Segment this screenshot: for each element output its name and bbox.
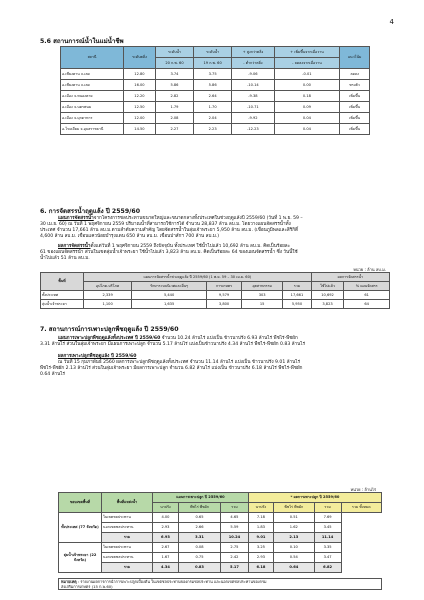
- col-above-bank: + สูงกว่าตลิ่ง: [232, 47, 274, 58]
- text-line: จำนวน 10.24 ล้านไร่ แบ่งเป็น ข้าวนาปรัง 6.93 ล้านไร่ พืชไร่-พืชผัก: [161, 336, 298, 341]
- col-result-total: รวม: [314, 503, 341, 513]
- text-line: 3.31 ล้านไร่ ส่วนในลุ่มเจ้าพระยา มีแผนการเพาะปลูก จำนวน 5.17 ล้านไร่ แบ่งเป็นข้าวนาปรัง 4.34 ล้านไร่ พืชไร่-พืชผัก 0.83 ล้านไร่: [40, 342, 306, 347]
- col-used: ใช้ไปแล้ว: [311, 282, 344, 291]
- cell: 5.86: [155, 80, 193, 91]
- cell: 2.04: [194, 113, 232, 124]
- cell: 0.04: [274, 124, 340, 135]
- cell: 0.51: [273, 513, 314, 523]
- section-6-plan-paragraph: [40, 216, 390, 240]
- cell: 0.75: [178, 553, 220, 563]
- section-6-title: 6. การจัดสรรน้ำฤดูแล้ง ปี 2559/60: [40, 208, 141, 215]
- cell: 10,692: [311, 291, 344, 300]
- cell: 9,579: [207, 291, 242, 300]
- sub-decrease: - ลดลงจากเมื่อวาน: [274, 58, 340, 69]
- water-allocation-table: [40, 272, 390, 309]
- cell: 0.83: [178, 563, 220, 573]
- section-7-title: 7. สถานการณ์การเพาะปลูกพืชฤดูแล้ง ปี 2559/60: [40, 326, 179, 333]
- table-row: [61, 113, 370, 124]
- section-7-plan-paragraph: [40, 336, 390, 348]
- cell: 2.27: [155, 124, 193, 135]
- col-industry: อุตสาหกรรม: [242, 282, 283, 291]
- cell: 16.00: [124, 80, 156, 91]
- table-row: [61, 80, 370, 91]
- group-plan: แผนการจัดสรรน้ำช่วงฤดูแล้ง ปี 2559/60 (1 พ.ย. 59 – 30 เม.ย. 60): [84, 273, 312, 282]
- cell: ในเขตชลประทาน: [102, 513, 153, 523]
- cell: เพิ่มขึ้น: [340, 91, 370, 102]
- cell: เพิ่มขึ้น: [340, 124, 370, 135]
- text-line: 61 ของแผนจัดสรรน้ำ ส่วนในเขตลุ่มน้ำเจ้าพระยา ใช้น้ำไปแล้ว 3,823 ล้าน ลบ.ม. คิดเป็นร้อยละ 64 ของแผนจัดสรรน้ำ ซึ่ง วันนี้ใช้: [40, 250, 298, 255]
- table-row-total: [59, 533, 382, 543]
- table-row: [59, 553, 382, 563]
- cell: -10.71: [232, 102, 274, 113]
- cell: 5.17: [221, 563, 249, 573]
- cell: รวม: [102, 533, 153, 543]
- cell: 9.01: [248, 533, 273, 543]
- river-level-table: [60, 46, 370, 135]
- table-row: [59, 523, 382, 533]
- cell: อ.เมือง จ.มุกดาหาร: [61, 113, 124, 124]
- area-chao-phraya: ลุ่มน้ำเจ้าพระยา (22 จังหวัด): [59, 543, 102, 573]
- plan-label: แผนการจัดสรรน้ำ: [58, 216, 94, 221]
- table-row: [59, 543, 382, 553]
- cell: 1.70: [194, 102, 232, 113]
- cell: 0.65: [178, 513, 220, 523]
- col-bank: ระดับตลิ่ง: [124, 47, 156, 69]
- table-row: [41, 291, 390, 300]
- text-line: ตั้งแต่วันที่ 1 พฤศจิกายน 2559 ถึงปัจจุบัน ทั้งประเทศ ใช้น้ำไปแล้ว 10,692 ล้าน ลบ.ม. คิดเป็นร้อยละ: [90, 244, 291, 249]
- col-water-source: พื้นที่แหล่งน้ำ: [102, 493, 153, 513]
- col-trend: แนวโน้ม: [340, 47, 370, 69]
- cell: 12.20: [124, 91, 156, 102]
- cell: 5,440: [132, 291, 207, 300]
- table-row: [59, 513, 382, 523]
- note-label: หมายเหตุ: [61, 579, 77, 584]
- text-line: ณ วันที่ 15 กุมภาพันธ์ 2560 ผลการเพาะปลูกพืชฤดูแล้งทั้งประเทศ จำนวน 11.14 ล้านไร่ แบ่งเป็น ข้าวนาปรัง 9.01 ล้านไร่: [58, 360, 301, 365]
- col-change: + เพิ่มขึ้นจากเมื่อวาน: [274, 47, 340, 58]
- note-text: : รายงานผลการการนำการเพาะปลูกเบื้องต้น ในเขตชลประทานของกรมชลประทาน และนอกเขตชลประทานของกรม: [76, 579, 267, 584]
- col-station: สถานี: [61, 47, 124, 69]
- cell: 2.93: [153, 523, 179, 533]
- cell: 0.09: [274, 102, 340, 113]
- cell: 7.18: [248, 513, 273, 523]
- cell: 17,661: [283, 291, 312, 300]
- cell: 12.00: [124, 113, 156, 124]
- cell: 4.00: [153, 513, 179, 523]
- table-row: [61, 102, 370, 113]
- cell: ในเขตชลประทาน: [102, 543, 153, 553]
- cell: 6.18: [248, 563, 273, 573]
- table-row: [41, 300, 390, 309]
- cell: 11.14: [314, 533, 341, 543]
- cell: นอกเขตชลประทาน: [102, 553, 153, 563]
- cell: 12.80: [124, 69, 156, 80]
- section-6-result-paragraph: [40, 244, 390, 262]
- cell: 64: [344, 300, 390, 309]
- cell: 3.25: [248, 543, 273, 553]
- col-area-scope: ขอบเขตพื้นที่: [59, 493, 102, 513]
- text-line: พืชไร่-พืชผัก 2.13 ล้านไร่ ส่วนในลุ่มเจ้าพระยา มีผลการเพาะปลูก จำนวน 6.82 ล้านไร่ แบ่งเป็น ข้าวนาปรัง 6.18 ล้านไร่ พืชไร่-พืชผัก: [40, 366, 303, 371]
- col-area: พื้นที่: [41, 273, 84, 291]
- cell: 1.67: [153, 553, 179, 563]
- text-line: จากโครงการชลประทานขนาดใหญ่และขนาดกลางทั้งประเทศในช่วงฤดูแล้งปี 2559/60 (วันที่ 1 พ.ย. 59 –: [93, 216, 303, 221]
- result-label: ผลการจัดสรรน้ำ: [58, 244, 91, 249]
- table-row: [61, 91, 370, 102]
- cell: 2.64: [194, 91, 232, 102]
- cell: เพิ่มขึ้น: [340, 102, 370, 113]
- cell: 0.18: [274, 91, 340, 102]
- cell: -9.92: [232, 113, 274, 124]
- cell: 6.93: [153, 533, 179, 543]
- cell: -9.38: [232, 91, 274, 102]
- sub-date-today: 20 ก.พ. 60: [155, 58, 193, 69]
- cell: อ.เชียงคาน จ.เลย: [61, 69, 124, 80]
- cell: 0.04: [274, 113, 340, 124]
- cell: 10.24: [221, 533, 249, 543]
- table-row-total: [59, 563, 382, 573]
- cell: 0.64: [273, 563, 314, 573]
- section-7-result-paragraph: [40, 354, 390, 378]
- cell: 2.75: [221, 543, 249, 553]
- cell: ลดลง: [340, 69, 370, 80]
- cell: อ.โขงเจียม จ.อุบลราชธานี: [61, 124, 124, 135]
- cell: เพิ่มขึ้น: [340, 113, 370, 124]
- cell: 3.47: [314, 553, 341, 563]
- col-consumption: อุปโภค-บริโภค: [84, 282, 132, 291]
- cell: 2,339: [84, 291, 132, 300]
- cell: 3.31: [178, 533, 220, 543]
- cell: อ.เมือง จ.หนองคาย: [61, 91, 124, 102]
- cell: 3.74: [155, 69, 193, 80]
- cell: -9.06: [232, 69, 274, 80]
- cell: 2.23: [194, 124, 232, 135]
- cell: 2.93: [248, 553, 273, 563]
- cell: 2.66: [178, 523, 220, 533]
- cell: 0.08: [178, 543, 220, 553]
- cell: 14.50: [124, 124, 156, 135]
- cell: ทั้งประเทศ: [41, 291, 84, 300]
- cell: 3.75: [194, 69, 232, 80]
- cell: อ.เชียงคาน จ.เลย: [61, 80, 124, 91]
- note-text: ส่งเสริมการเกษตร (15 ก.พ.60): [61, 584, 113, 589]
- sub-below-bank: - ต่ำกว่าตลิ่ง: [232, 58, 274, 69]
- crop-plan-label: แผนการเพาะปลูกพืชฤดูแล้งทั้งประเทศ ปี 2559/60: [58, 336, 161, 341]
- cell: 5.86: [194, 80, 232, 91]
- text-line: น้ำไปแล้ว 51 ล้าน ลบ.ม.: [40, 256, 90, 261]
- cell: 3.35: [314, 543, 341, 553]
- col-plan-total: รวม: [221, 503, 249, 513]
- group-result: ผลการจัดสรรน้ำ: [311, 273, 389, 282]
- col-percent: % แผนจัดสรร: [344, 282, 390, 291]
- footnote: [58, 578, 382, 590]
- col-agriculture: การเกษตร: [207, 282, 242, 291]
- cell: 61: [344, 291, 390, 300]
- cell: 1.83: [248, 523, 273, 533]
- table-row: [61, 69, 370, 80]
- cell: 12.50: [124, 102, 156, 113]
- group-crop-result: * ผลการเพาะปลูก ปี 2559/60: [248, 493, 381, 503]
- cell: 2.67: [153, 543, 179, 553]
- cell: 3,800: [207, 300, 242, 309]
- section-5-6-title: 5.6 สถานการณ์น้ำในแม่น้ำชีพ: [40, 38, 124, 45]
- cell: 7.69: [314, 513, 341, 523]
- crop-result-label: ผลการเพาะปลูกพืชฤดูแล้ง ปี 2559/60: [58, 354, 137, 359]
- cell: 1.79: [155, 102, 193, 113]
- table-row: [61, 124, 370, 135]
- cell: อ.เมือง จ.นครพนม: [61, 102, 124, 113]
- cell: 0.54: [273, 553, 314, 563]
- col-ecology: รักษาระบบนิเวศและอื่นๆ: [132, 282, 207, 291]
- cell: 2.82: [155, 91, 193, 102]
- col-level-yesterday: ระดับน้ำ: [194, 47, 232, 58]
- group-crop-plan: แผนการเพาะปลูก ปี 2559/60: [153, 493, 249, 503]
- cell: 303: [242, 291, 283, 300]
- cell: ลุ่มน้ำเจ้าพระยา: [41, 300, 84, 309]
- cell: -10.14: [232, 80, 274, 91]
- cell: 15: [242, 300, 283, 309]
- crop-cultivation-table: [58, 492, 382, 573]
- col-field-crop: พืชไร่ พืชผัก: [178, 503, 220, 513]
- col-result-field-crop: พืชไร่ พืชผัก: [273, 503, 314, 513]
- text-line: ประเทศ จำนวน 17,661 ล้าน ลบ.ม.ตามลำดับความสำคัญ โดยจัดสรรน้ำในลุ่มเจ้าพระยา 5,950 ล้าน ลบ.ม. (เขื่อนภูมิพลและสิริกิติ์: [40, 228, 298, 233]
- cell: 6.82: [314, 563, 341, 573]
- cell: 3,823: [311, 300, 344, 309]
- cell: 1,100: [84, 300, 132, 309]
- cell: 5.59: [221, 523, 249, 533]
- col-level-today: ระดับน้ำ: [155, 47, 193, 58]
- unit-label: หน่วย : ล้าน ลบ.ม.: [353, 267, 386, 272]
- cell: 2.13: [273, 533, 314, 543]
- text-line: 0.64 ล้านไร่: [40, 372, 66, 377]
- sub-date-yesterday: 19 ก.พ. 60: [194, 58, 232, 69]
- col-rice: นาปรัง: [153, 503, 179, 513]
- cell: 5,950: [283, 300, 312, 309]
- cell: นอกเขตชลประทาน: [102, 523, 153, 533]
- unit-label-crop: หน่วย : ล้านไร่: [350, 487, 376, 492]
- cell: ทรงตัว: [340, 80, 370, 91]
- cell: 1,635: [132, 300, 207, 309]
- cell: 4.34: [153, 563, 179, 573]
- cell: 2.42: [221, 553, 249, 563]
- cell: รวม: [102, 563, 153, 573]
- text-line: 30 เม.ย. 60) ณ วันที่ 1 พฤศจิกายน 2559 ปริมาณน้ำที่สามารถใช้การได้ จำนวน 28,837 ล้าน ลบ.ม. โดยวางแผนจัดสรรน้ำทั้ง: [40, 222, 291, 227]
- cell: 1.62: [273, 523, 314, 533]
- cell: -0.01: [274, 69, 340, 80]
- col-result-rice: นาปรัง: [248, 503, 273, 513]
- col-grand-total: รวม ทั้งหมด: [341, 503, 382, 513]
- cell: 0.10: [273, 543, 314, 553]
- cell: 0.00: [274, 80, 340, 91]
- col-total: รวม: [283, 282, 312, 291]
- area-nationwide: ทั้งประเทศ (77 จังหวัด): [59, 513, 102, 543]
- text-line: 4,600 ล้าน ลบ.ม. เขื่อนแควน้อยบำรุงแดน 650 ล้าน ลบ.ม. เขื่อนป่าสักฯ 700 ล้าน ลบ.ม.): [40, 234, 220, 239]
- cell: -12.23: [232, 124, 274, 135]
- cell: 3.45: [314, 523, 341, 533]
- page-number: 4: [389, 18, 394, 26]
- cell: 4.65: [221, 513, 249, 523]
- cell: 2.08: [155, 113, 193, 124]
